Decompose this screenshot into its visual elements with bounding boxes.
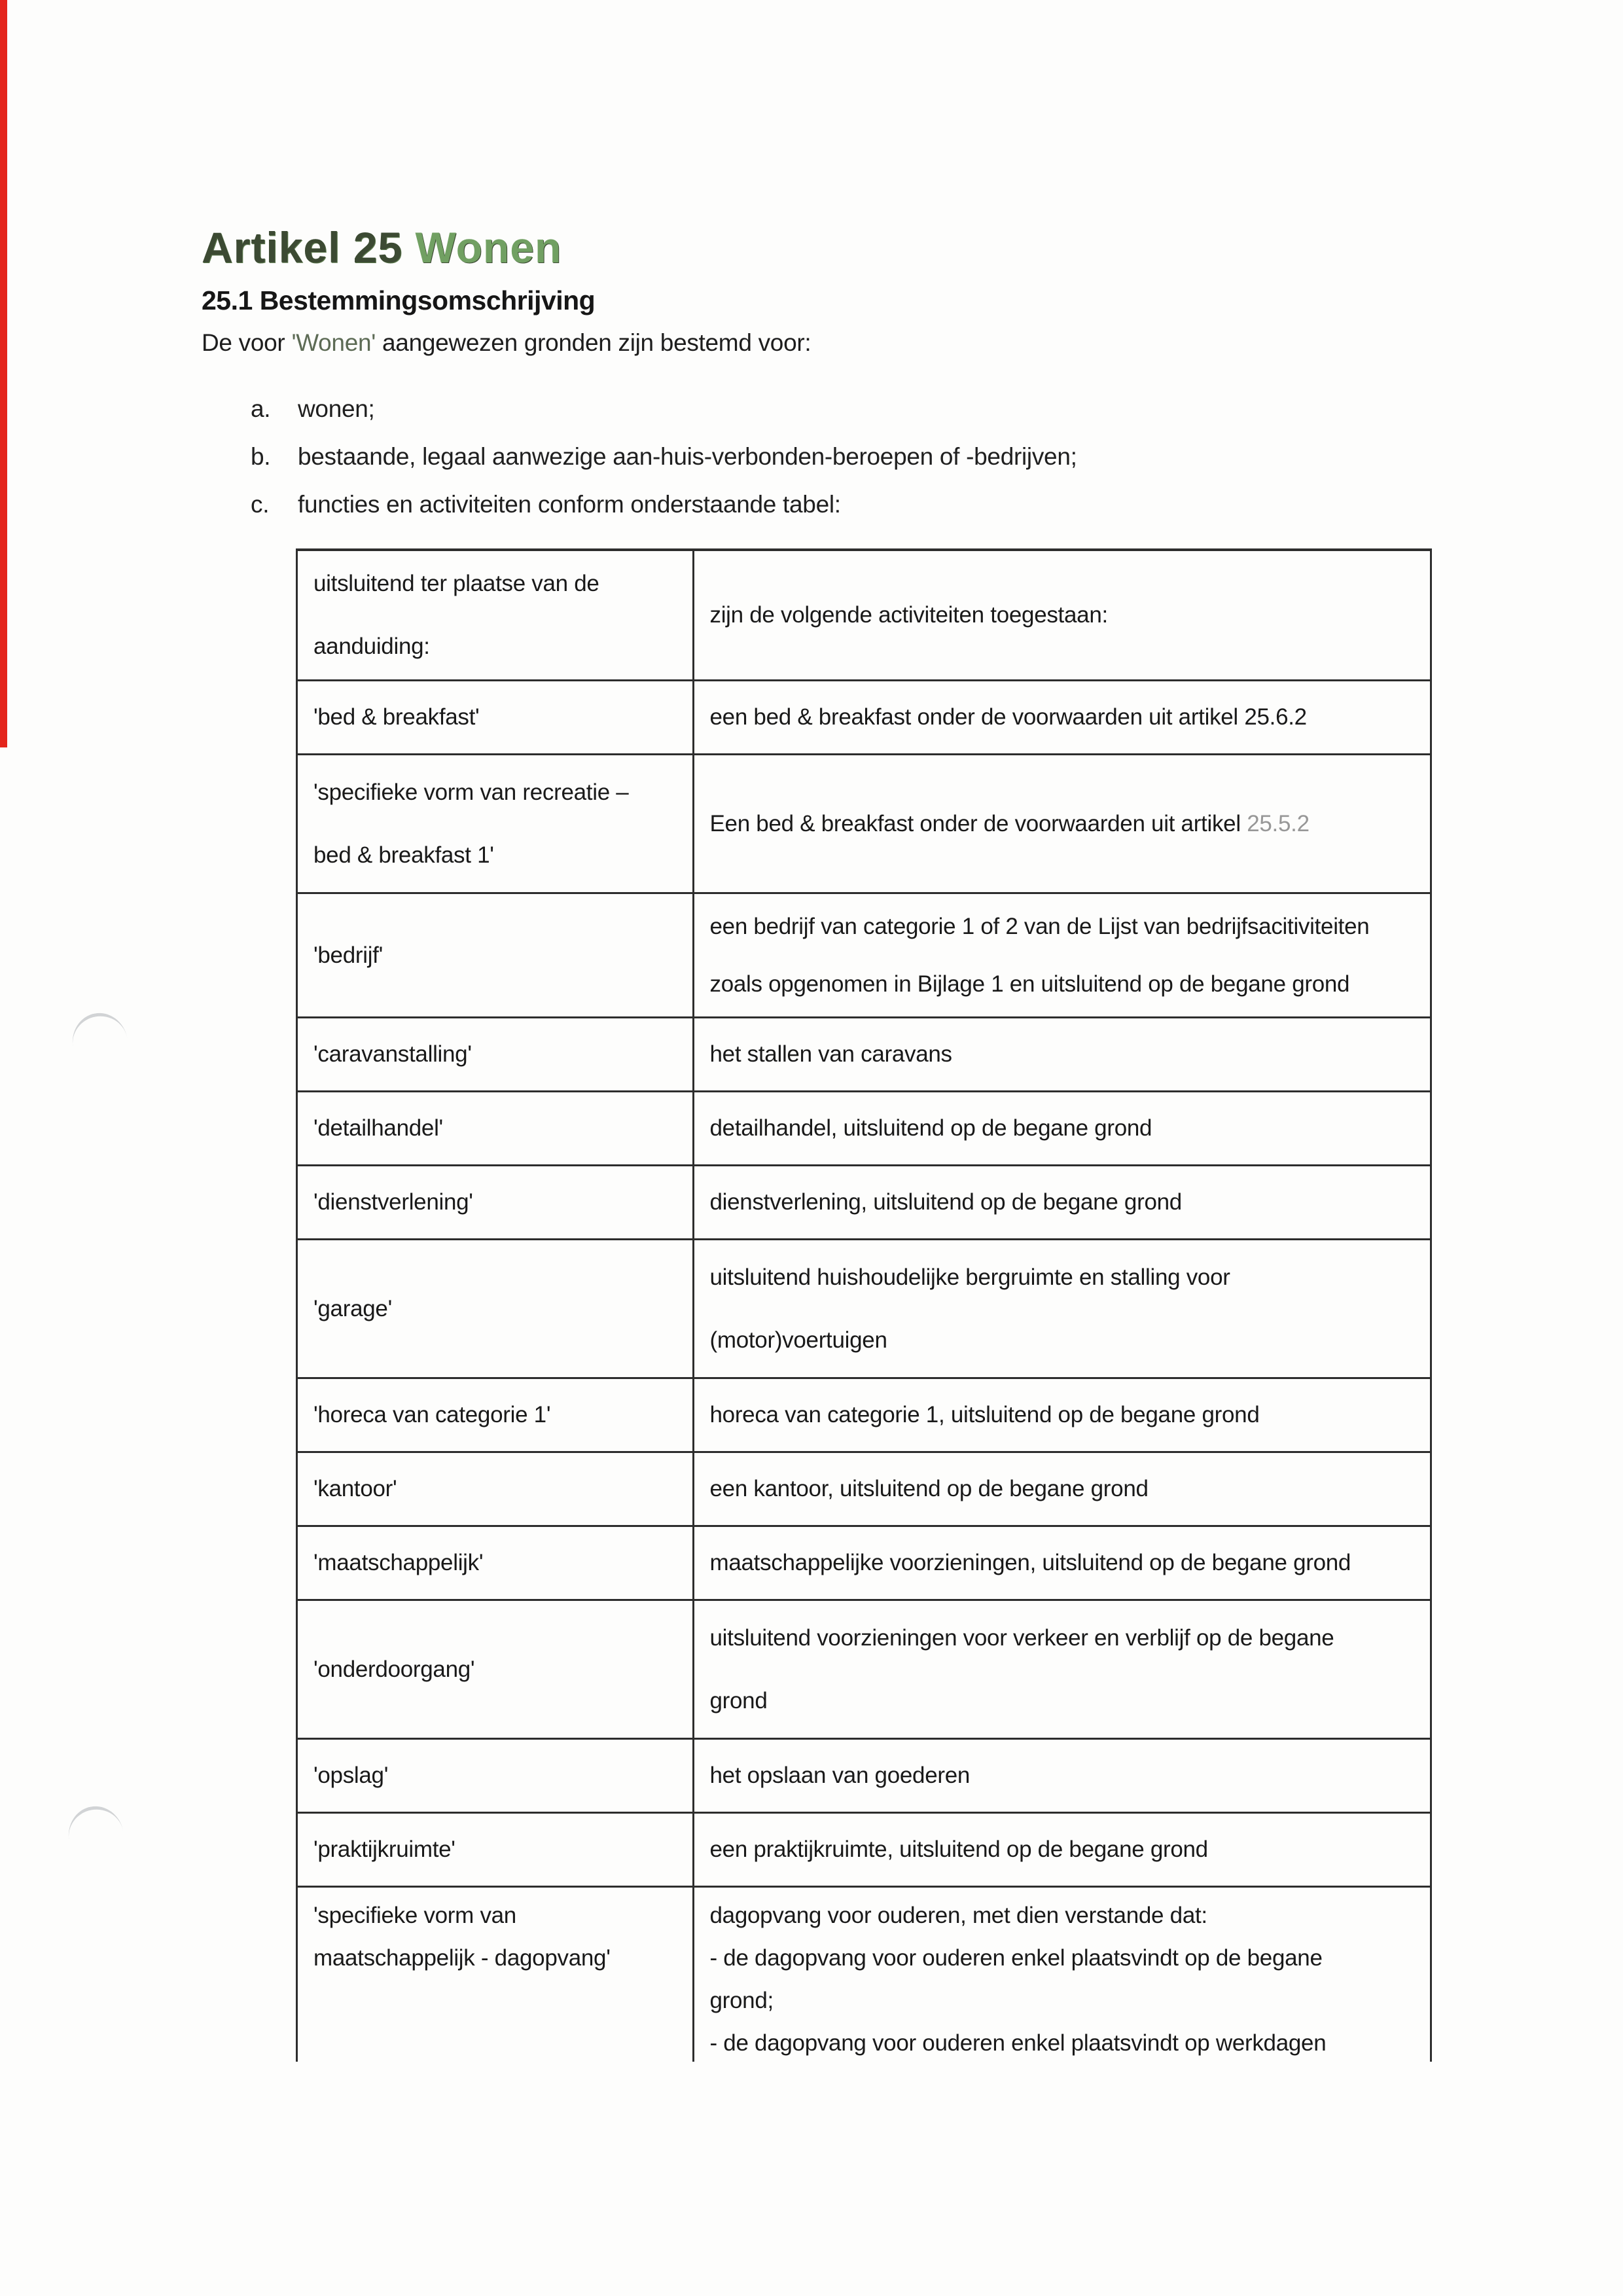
- cell-left: [298, 551, 694, 679]
- cell-line: [313, 1638, 677, 1701]
- cell-left: [298, 1740, 694, 1812]
- cell-text: zoals opgenomen in Bijlage 1 en uitsluitend op de begane grond: [709, 971, 1350, 997]
- cell-text: 'specifieke vorm van recreatie –: [313, 779, 629, 805]
- activities-table: [296, 548, 1432, 2062]
- table-row: [298, 1092, 1430, 1166]
- table-row: [298, 1379, 1430, 1453]
- list-item: [251, 433, 1363, 480]
- table-header-row: [298, 551, 1430, 681]
- cell-right: [694, 1601, 1431, 1738]
- cell-line: [313, 686, 677, 749]
- cell-text: uitsluitend ter plaatse van de: [313, 571, 599, 596]
- cell-text: grond: [709, 1687, 768, 1713]
- cell-left: [298, 1092, 694, 1164]
- cell-text: dagopvang voor ouderen, met dien verstande dat:: [709, 1903, 1207, 1928]
- scan-arc-artifact: [68, 1009, 129, 1055]
- cell-text: een bedrijf van categorie 1 of 2 van de Lijst van bedrijfsacitiviteiten: [709, 913, 1370, 939]
- cell-text: 'kantoor': [313, 1476, 397, 1501]
- list-item-text: functies en activiteiten conform onderstaande tabel:: [298, 490, 841, 518]
- cell-line: [710, 1979, 1415, 2022]
- intro-term-wonen: 'Wonen': [291, 329, 376, 356]
- cell-text: - de dagopvang voor ouderen enkel plaatsvindt op werkdagen: [709, 2030, 1327, 2056]
- cell-text: grond;: [709, 1988, 774, 2013]
- cell-line: [313, 1458, 677, 1520]
- cell-text: een praktijkruimte, uitsluitend op de begane grond: [709, 1837, 1208, 1862]
- cell-line: [313, 615, 677, 678]
- cell-right: [694, 894, 1431, 1016]
- cell-line: [313, 1023, 677, 1086]
- list-item-text: bestaande, legaal aanwezige aan-huis-verbonden-beroepen of -bedrijven;: [298, 442, 1077, 470]
- cell-line: [710, 1937, 1415, 1979]
- cell-right: [694, 1379, 1431, 1451]
- cell-text: 'bedrijf': [313, 942, 383, 968]
- cell-line: [710, 1532, 1415, 1594]
- list-item-text: wonen;: [298, 395, 375, 422]
- cell-line: [710, 584, 1415, 647]
- cell-left: [298, 1527, 694, 1599]
- cell-text: (motor)voertuigen: [709, 1327, 887, 1353]
- cell-left: [298, 681, 694, 753]
- intro-text-after: aangewezen gronden zijn bestemd voor:: [376, 329, 812, 356]
- cell-line: [313, 1384, 677, 1446]
- cell-line: [710, 1384, 1415, 1446]
- cell-text: 'detailhandel': [313, 1115, 443, 1141]
- list-item-marker: a.: [251, 395, 271, 422]
- cell-right: [694, 1453, 1431, 1525]
- cell-line: [710, 1670, 1415, 1732]
- cell-text: het stallen van caravans: [709, 1041, 952, 1067]
- cell-text: 'horeca van categorie 1': [313, 1402, 551, 1427]
- list-item: [251, 480, 1363, 528]
- article-title-prefix: Artikel 25: [202, 223, 416, 272]
- cell-line: [710, 1309, 1415, 1372]
- cell-text: uitsluitend huishoudelijke bergruimte en stalling voor: [709, 1264, 1230, 1290]
- cell-line: [710, 2022, 1415, 2062]
- intro-paragraph: [202, 329, 811, 357]
- cell-right: [694, 755, 1431, 892]
- cell-text: 'bed & breakfast': [313, 704, 480, 730]
- cell-text: 'maatschappelijk': [313, 1550, 484, 1575]
- cell-right: [694, 1166, 1431, 1238]
- table-row: [298, 681, 1430, 755]
- table-row: [298, 1240, 1430, 1379]
- cell-left: [298, 1379, 694, 1451]
- cell-text: het opslaan van goederen: [709, 1763, 971, 1788]
- cell-text: detailhandel, uitsluitend op de begane grond: [709, 1115, 1152, 1141]
- scan-red-margin-line: [0, 0, 7, 747]
- cell-text: bed & breakfast 1': [313, 842, 494, 868]
- cell-line: [313, 1894, 677, 1937]
- list-item-marker: b.: [251, 442, 271, 470]
- cell-left: [298, 1018, 694, 1090]
- scan-arc-artifact: [64, 1802, 125, 1848]
- table-row: [298, 1018, 1430, 1092]
- cell-right: [694, 1888, 1431, 2062]
- cell-left: [298, 1888, 694, 2062]
- cell-text: Een bed & breakfast onder de voorwaarden uit artikel: [709, 810, 1247, 836]
- section-heading: 25.1 Bestemmingsomschrijving: [202, 285, 596, 316]
- cell-right: [694, 1240, 1431, 1377]
- cell-left: [298, 755, 694, 892]
- cell-right: [694, 1018, 1431, 1090]
- cell-text: 'onderdoorgang': [313, 1656, 475, 1682]
- cell-left: [298, 1240, 694, 1377]
- cell-line: [313, 1937, 677, 1979]
- cell-text: maatschappelijk - dagopvang': [313, 1945, 611, 1971]
- table-row: [298, 1814, 1430, 1888]
- destination-list: [251, 385, 1363, 528]
- cell-line: [313, 1744, 677, 1807]
- table-row: [298, 755, 1430, 894]
- cell-text: - de dagopvang voor ouderen enkel plaatsvindt op de begane: [709, 1945, 1323, 1971]
- table-row: [298, 1166, 1430, 1240]
- cell-right: [694, 1740, 1431, 1812]
- cell-line: [710, 1894, 1415, 1937]
- cell-text: een kantoor, uitsluitend op de begane grond: [709, 1476, 1149, 1501]
- cell-line: [710, 1246, 1415, 1309]
- cell-line: [313, 552, 677, 615]
- cell-line: [313, 761, 677, 824]
- cell-left: [298, 1166, 694, 1238]
- cell-text: dienstverlening, uitsluitend op de begane grond: [709, 1189, 1182, 1215]
- list-item: [251, 385, 1363, 433]
- article-title-highlight: Wonen: [415, 223, 562, 272]
- cell-line: [710, 793, 1415, 855]
- cell-right: [694, 1814, 1431, 1886]
- cell-right: [694, 551, 1431, 679]
- table-row: [298, 894, 1430, 1018]
- cell-line: [710, 1097, 1415, 1160]
- cell-right: [694, 1092, 1431, 1164]
- cell-line: [313, 1532, 677, 1594]
- cell-text: uitsluitend voorzieningen voor verkeer en verblijf op de begane: [709, 1624, 1334, 1651]
- cell-right: [694, 1527, 1431, 1599]
- cell-text: 'dienstverlening': [313, 1189, 473, 1215]
- cell-text: 'garage': [313, 1295, 392, 1321]
- cell-right: [694, 681, 1431, 753]
- table-row: [298, 1453, 1430, 1527]
- intro-text-before: De voor: [202, 329, 292, 356]
- cell-line: [313, 1278, 677, 1340]
- cell-left: [298, 1453, 694, 1525]
- cell-line: [710, 1171, 1415, 1234]
- cell-text: zijn de volgende activiteiten toegestaan:: [709, 602, 1108, 628]
- cell-text: 'opslag': [313, 1763, 389, 1788]
- cell-line: [313, 1097, 677, 1160]
- cell-text: 'specifieke vorm van: [313, 1903, 516, 1928]
- cell-line: [313, 927, 677, 984]
- cell-left: [298, 1601, 694, 1738]
- article-title: [202, 223, 562, 272]
- cell-line: [710, 956, 1415, 1013]
- cell-left: [298, 894, 694, 1016]
- cell-text: 'caravanstalling': [313, 1041, 472, 1067]
- list-item-marker: c.: [251, 490, 270, 518]
- article-ref-muted: 25.5.2: [1247, 810, 1310, 836]
- cell-left: [298, 1814, 694, 1886]
- cell-text: maatschappelijke voorzieningen, uitsluitend op de begane grond: [709, 1550, 1351, 1575]
- cell-text: horeca van categorie 1, uitsluitend op de begane grond: [709, 1402, 1260, 1427]
- cell-line: [710, 1023, 1415, 1086]
- cell-text: aanduiding:: [313, 634, 430, 659]
- table-row: [298, 1740, 1430, 1814]
- table-row: [298, 1601, 1430, 1740]
- cell-line: [710, 1458, 1415, 1520]
- cell-line: [710, 1818, 1415, 1881]
- cell-line: [710, 898, 1415, 956]
- cell-text: 'praktijkruimte': [313, 1837, 455, 1862]
- table-row: [298, 1527, 1430, 1601]
- cell-line: [710, 1744, 1415, 1807]
- cell-line: [313, 1818, 677, 1881]
- cell-line: [710, 1607, 1415, 1670]
- cell-line: [313, 1171, 677, 1234]
- cell-line: [313, 824, 677, 887]
- cell-line: [710, 686, 1415, 749]
- table-row: [298, 1888, 1430, 2062]
- cell-text: een bed & breakfast onder de voorwaarden uit artikel 25.6.2: [709, 704, 1307, 730]
